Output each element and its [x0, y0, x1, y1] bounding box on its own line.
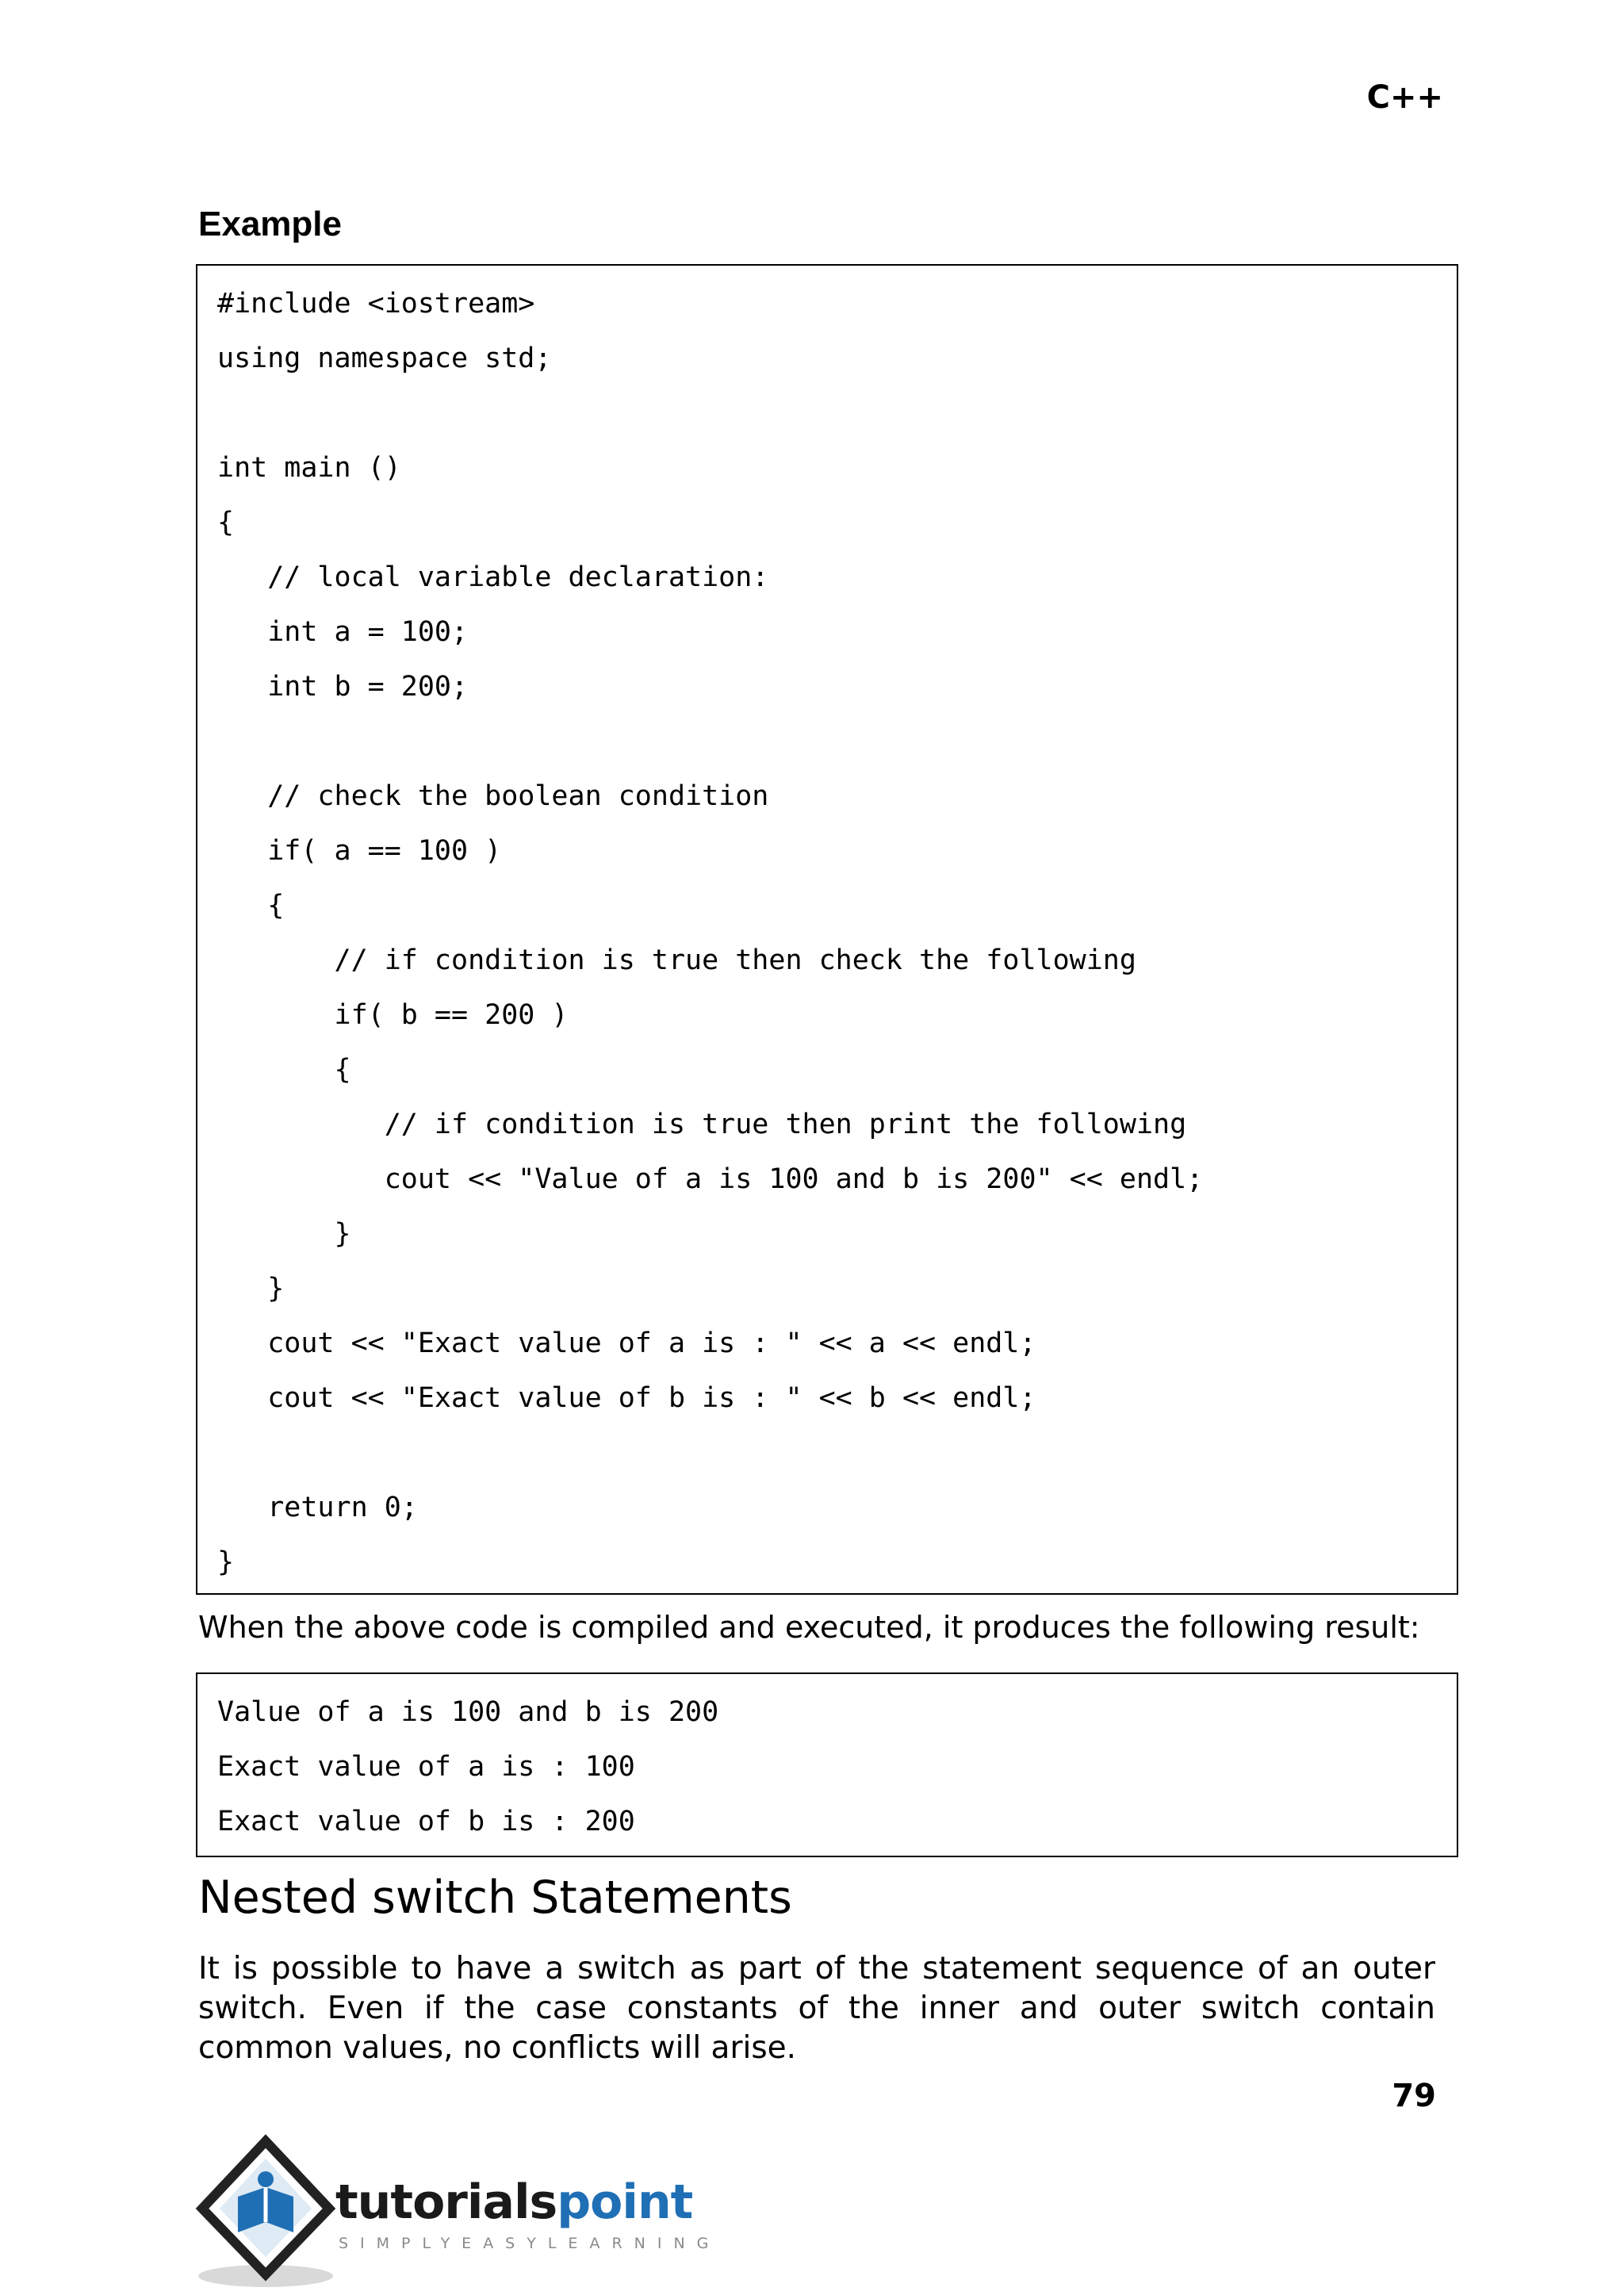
nested-switch-paragraph: It is possible to have a switch as part of the statement sequence of an outer switch. Even if the case constants of the inner and outer switch contain common values, no conflicts will arise.	[198, 1951, 1435, 2066]
code-line: {	[217, 890, 285, 921]
code-line: {	[217, 507, 235, 538]
code-line: return 0;	[217, 1492, 418, 1523]
code-line: #include <iostream>	[217, 288, 535, 320]
output-line: Value of a is 100 and b is 200	[217, 1696, 719, 1728]
code-line: // local variable declaration:	[217, 561, 769, 593]
tutorialspoint-logo	[194, 2133, 721, 2292]
code-line	[217, 1426, 1457, 1481]
result-intro-text: When the above code is compiled and executed, it produces the following result:	[198, 1610, 1420, 1645]
code-line: // check the boolean condition	[217, 780, 769, 812]
logo-word-point: point	[557, 2174, 693, 2230]
code-line: }	[217, 1218, 351, 1250]
output-line: Exact value of b is : 200	[217, 1806, 635, 1837]
code-line: int b = 200;	[217, 671, 469, 703]
code-line: }	[217, 1546, 235, 1578]
output-block	[196, 1672, 1458, 1857]
example-label: Example	[198, 205, 342, 243]
output-line: Exact value of a is : 100	[217, 1751, 635, 1783]
code-line: // if condition is true then print the following	[217, 1109, 1187, 1140]
logo-diamond-icon	[194, 2133, 337, 2292]
page-header-title: C++	[1366, 79, 1443, 116]
code-line: using namespace std;	[217, 343, 552, 374]
code-line: cout << "Exact value of b is : " << b << endl;	[217, 1382, 1036, 1414]
code-line: cout << "Exact value of a is : " << a << endl;	[217, 1328, 1036, 1359]
page-number: 79	[1392, 2078, 1436, 2114]
logo-wordmark	[335, 2174, 692, 2230]
nested-switch-heading: Nested switch Statements	[198, 1872, 792, 1924]
code-line: int main ()	[217, 452, 401, 484]
code-line: // if condition is true then check the following	[217, 944, 1136, 976]
code-line: int a = 100;	[217, 616, 469, 648]
logo-word-tutorials: tutorials	[335, 2174, 557, 2230]
example-code-block	[196, 264, 1458, 1595]
code-line	[217, 386, 1457, 441]
code-line	[217, 715, 1457, 769]
code-line: if( a == 100 )	[217, 835, 502, 867]
code-line: cout << "Value of a is 100 and b is 200" << endl;	[217, 1163, 1204, 1195]
code-line: if( b == 200 )	[217, 999, 569, 1031]
code-line: }	[217, 1273, 285, 1305]
logo-tagline: SIMPLYEASYLEARNING	[339, 2235, 721, 2252]
code-line: {	[217, 1054, 351, 1086]
